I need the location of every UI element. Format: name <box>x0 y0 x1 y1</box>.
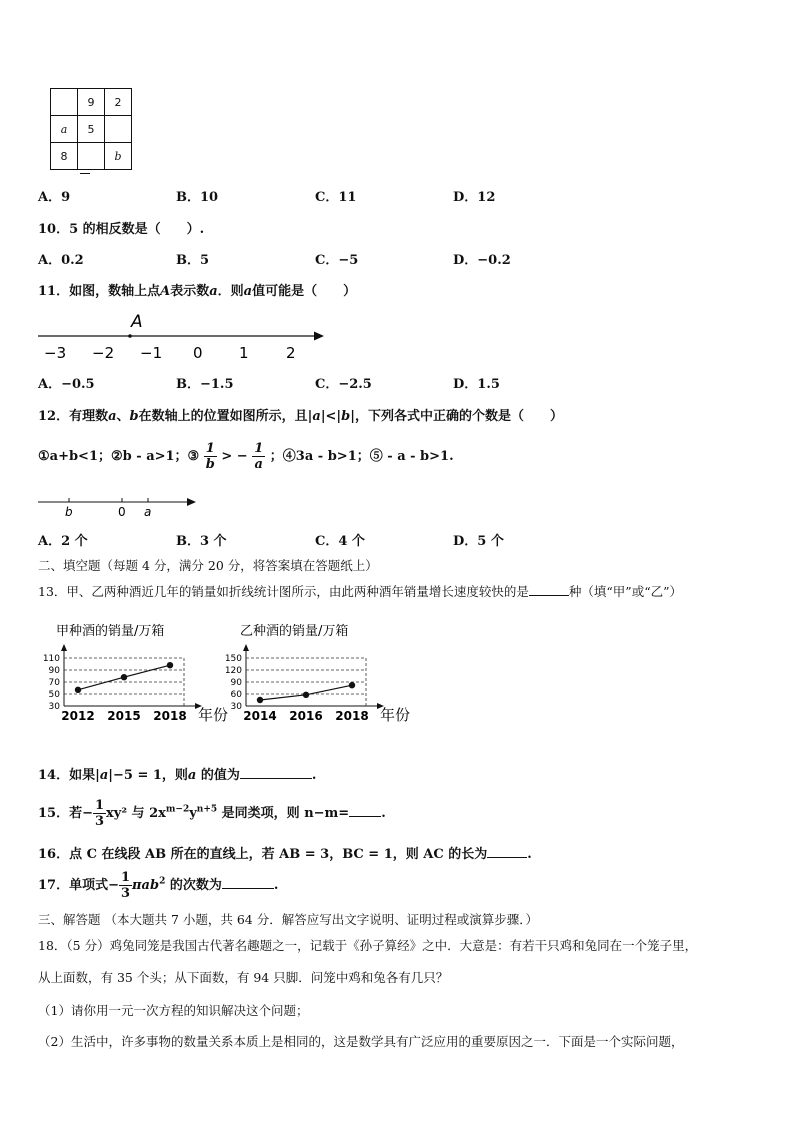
data-point <box>121 674 127 680</box>
q11-stem-part: 11．如图，数轴上点 <box>38 284 161 299</box>
frac-denominator: b <box>205 457 215 472</box>
q11-stem <box>38 280 356 299</box>
chart-yi <box>212 616 412 728</box>
y-tick-label: 60 <box>230 690 242 700</box>
section-3-heading: 三、解答题 （本大题共 7 小题，共 64 分．解答应写出文字说明、证明过程或演算步骤．） <box>38 912 538 927</box>
q10-option-a: A．0.2 <box>38 253 84 268</box>
q15-part: y <box>189 806 197 821</box>
grid-cell <box>78 143 105 170</box>
chart-jia <box>30 616 229 728</box>
q16-end: . <box>527 847 532 862</box>
q17-fraction <box>119 870 132 901</box>
x-tick-label: 2018 <box>153 709 187 723</box>
chart-title: 乙种酒的销量/万箱 <box>240 624 349 639</box>
q12-statements <box>38 441 454 472</box>
q15-exponent: m−2 <box>165 804 190 815</box>
q17-exponent: 2 <box>159 876 166 887</box>
x-tick-label: 2015 <box>107 709 141 723</box>
q13-stem-a: 13．甲、乙两种酒近几年的销量如折线统计图所示，由此两种酒年销量增长速度较快的是 <box>38 584 529 599</box>
q12-statement-1-3: ①a+b<1；②b - a>1；③ <box>38 449 200 464</box>
grid-cell: 8 <box>51 143 78 170</box>
grid-cell: 9 <box>78 89 105 116</box>
q9-option-b: B．10 <box>176 190 219 205</box>
q15-exponent: n+5 <box>196 804 218 815</box>
frac-numerator: 1 <box>94 798 105 813</box>
q15-fraction <box>93 798 106 829</box>
q11-tick-label: −1 <box>140 344 163 362</box>
q12-number-line <box>36 494 206 522</box>
q12-fraction-1 <box>204 441 217 472</box>
number-grid <box>50 88 132 170</box>
frac-numerator: 1 <box>120 870 131 885</box>
q11-stem-part: 表示数 <box>170 284 210 299</box>
y-tick-label: 70 <box>48 678 60 688</box>
q11-option-c: C．−2.5 <box>315 377 372 392</box>
x-axis-label: 年份 <box>380 706 411 724</box>
grid-cell: 2 <box>105 89 132 116</box>
x-tick-label: 2014 <box>243 709 277 723</box>
q9-option-d: D．12 <box>453 190 496 205</box>
q16-text: 16．点 C 在线段 AB 所在的直线上，若 AB = 3，BC = 1，则 AC 的长为 <box>38 847 488 862</box>
q14-end: . <box>311 768 317 783</box>
q11-option-d: D．1.5 <box>453 377 500 392</box>
q9-option-a: A．9 <box>38 190 71 205</box>
frac-numerator: 1 <box>254 441 264 456</box>
data-point <box>257 697 263 703</box>
q18-sub-2: （2）生活中，许多事物的数量关系本质上是相同的，这是数学具有广泛应用的重要原因之一．下面是一个实际问题， <box>38 1034 684 1049</box>
frac-numerator: 1 <box>204 441 217 457</box>
q12-stem-part: 、 <box>116 409 130 424</box>
q10-option-b: B．5 <box>176 253 210 268</box>
y-tick-label: 50 <box>48 690 60 700</box>
y-tick-label: 90 <box>48 666 60 676</box>
frac-denominator: a <box>254 457 263 472</box>
q12-option-c: C．4 个 <box>315 534 365 549</box>
y-tick-label: 30 <box>230 702 242 712</box>
q12-statement-4-5: ；④3a - b>1；⑤ - a - b>1. <box>269 449 454 464</box>
q12-stem-part: |<| <box>320 409 342 424</box>
grid-underline-mark <box>80 173 90 174</box>
q14-part: 的值为 <box>196 768 240 783</box>
q11-stem-part: 值可能是（ ） <box>252 284 357 299</box>
y-tick-label: 150 <box>224 654 242 664</box>
q14 <box>38 764 316 783</box>
answer-blank <box>529 595 569 596</box>
q10-option-c: C．−5 <box>315 253 359 268</box>
grid-cell: b <box>105 143 132 170</box>
q11-stem-part: ．则 <box>217 284 244 299</box>
q15 <box>38 798 386 829</box>
q12-stem-part: 在数轴上的位置如图所示，且| <box>138 409 313 424</box>
q11-stem-var: a <box>209 284 218 299</box>
answer-blank <box>222 888 274 889</box>
q15-part: 15．若− <box>38 806 93 821</box>
q18-sub-1: （1）请你用一元一次方程的知识解决这个问题； <box>38 1003 309 1018</box>
answer-blank <box>240 778 312 779</box>
data-point <box>75 687 81 693</box>
q17-part: 的次数为 <box>165 878 222 893</box>
x-tick-label: 2016 <box>289 709 323 723</box>
y-tick-label: 30 <box>48 702 60 712</box>
q15-end: . <box>381 806 386 821</box>
arrow-right-icon <box>314 332 324 341</box>
chart-title: 甲种酒的销量/万箱 <box>56 624 165 639</box>
arrow-up-icon <box>243 644 249 651</box>
q11-stem-var: A <box>160 284 171 299</box>
arrow-up-icon <box>61 644 67 651</box>
q11-tick-label: 2 <box>286 344 296 362</box>
q12-stem <box>38 405 563 424</box>
grid-cell <box>105 116 132 143</box>
q14-part: −5 = 1，则 <box>112 768 188 783</box>
q17-monomial: πab <box>132 878 160 893</box>
q16 <box>38 843 532 862</box>
q12-fraction-2 <box>252 441 265 472</box>
q12-stem-var: b <box>341 409 351 424</box>
q11-tick-label: 1 <box>239 344 249 362</box>
y-tick-label: 120 <box>224 666 242 676</box>
q11-tick-label: −2 <box>92 344 115 362</box>
q13-stem <box>38 582 682 600</box>
q11-point-label: A <box>131 312 143 332</box>
data-point <box>303 692 309 698</box>
x-tick-label: 2012 <box>61 709 95 723</box>
q11-tick-label: −3 <box>44 344 67 362</box>
q12-stem-var: b <box>129 409 139 424</box>
x-tick-label: 2018 <box>335 709 369 723</box>
q11-tick-labels <box>44 344 296 362</box>
y-tick-label: 110 <box>42 654 60 664</box>
q11-option-b: B．−1.5 <box>176 377 234 392</box>
frac-denominator: 3 <box>94 814 105 829</box>
q12-compare: > − <box>216 449 253 464</box>
q12-option-a: A．2 个 <box>38 534 88 549</box>
q13-stem-b: 种（填“甲”或“乙”） <box>568 584 682 599</box>
q17 <box>38 870 278 901</box>
q12-option-d: D．5 个 <box>453 534 504 549</box>
q11-point-a <box>128 334 132 338</box>
q12-label-a: a <box>144 505 152 519</box>
q12-option-b: B．3 个 <box>176 534 227 549</box>
data-point <box>349 682 355 688</box>
q18-line-2: 从上面数，有 35 个头；从下面数，有 94 只脚．问笼中鸡和兔各有几只？ <box>38 970 449 985</box>
q12-label-zero: 0 <box>118 505 126 519</box>
q17-end: . <box>273 878 279 893</box>
q12-stem-part: 12．有理数 <box>38 409 109 424</box>
section-2-heading: 二、填空题（每题 4 分，满分 20 分，将答案填在答题纸上） <box>38 558 378 573</box>
q12-stem-var: a <box>312 409 321 424</box>
q17-part: 17．单项式− <box>38 878 119 893</box>
q10-option-d: D．−0.2 <box>453 253 511 268</box>
q14-abs: |a| <box>95 768 113 783</box>
q18-line-1: 18．（5 分）鸡兔同笼是我国古代著名趣题之一，记载于《孙子算经》之中．大意是：有若干只鸡和兔同在一个笼子里， <box>38 938 698 953</box>
q11-stem-var: a <box>243 284 253 299</box>
grid-cell: 5 <box>78 116 105 143</box>
q11-number-line <box>34 310 334 366</box>
answer-blank <box>487 857 527 858</box>
data-point <box>167 662 173 668</box>
q12-stem-var: a <box>108 409 117 424</box>
y-tick-label: 90 <box>230 678 242 688</box>
q15-part: 是同类项，则 n−m= <box>217 806 350 821</box>
q12-label-b: b <box>65 505 73 519</box>
x-axis-label: 年份 <box>198 706 229 724</box>
answer-blank <box>349 816 381 817</box>
arrow-right-icon <box>187 498 196 506</box>
frac-denominator: 3 <box>120 886 131 901</box>
q14-var: a <box>187 768 197 783</box>
q10-stem: 10．5 的相反数是（ ）. <box>38 222 205 237</box>
grid-cell <box>51 89 78 116</box>
grid-cell: a <box>51 116 78 143</box>
q15-part: xy² 与 2x <box>106 806 166 821</box>
q9-option-c: C．11 <box>315 190 357 205</box>
q14-part: 14．如果 <box>38 768 96 783</box>
q11-option-a: A．−0.5 <box>38 377 95 392</box>
q11-tick-label: 0 <box>193 344 203 362</box>
q12-stem-part: |，下列各式中正确的个数是（ ） <box>350 409 563 424</box>
